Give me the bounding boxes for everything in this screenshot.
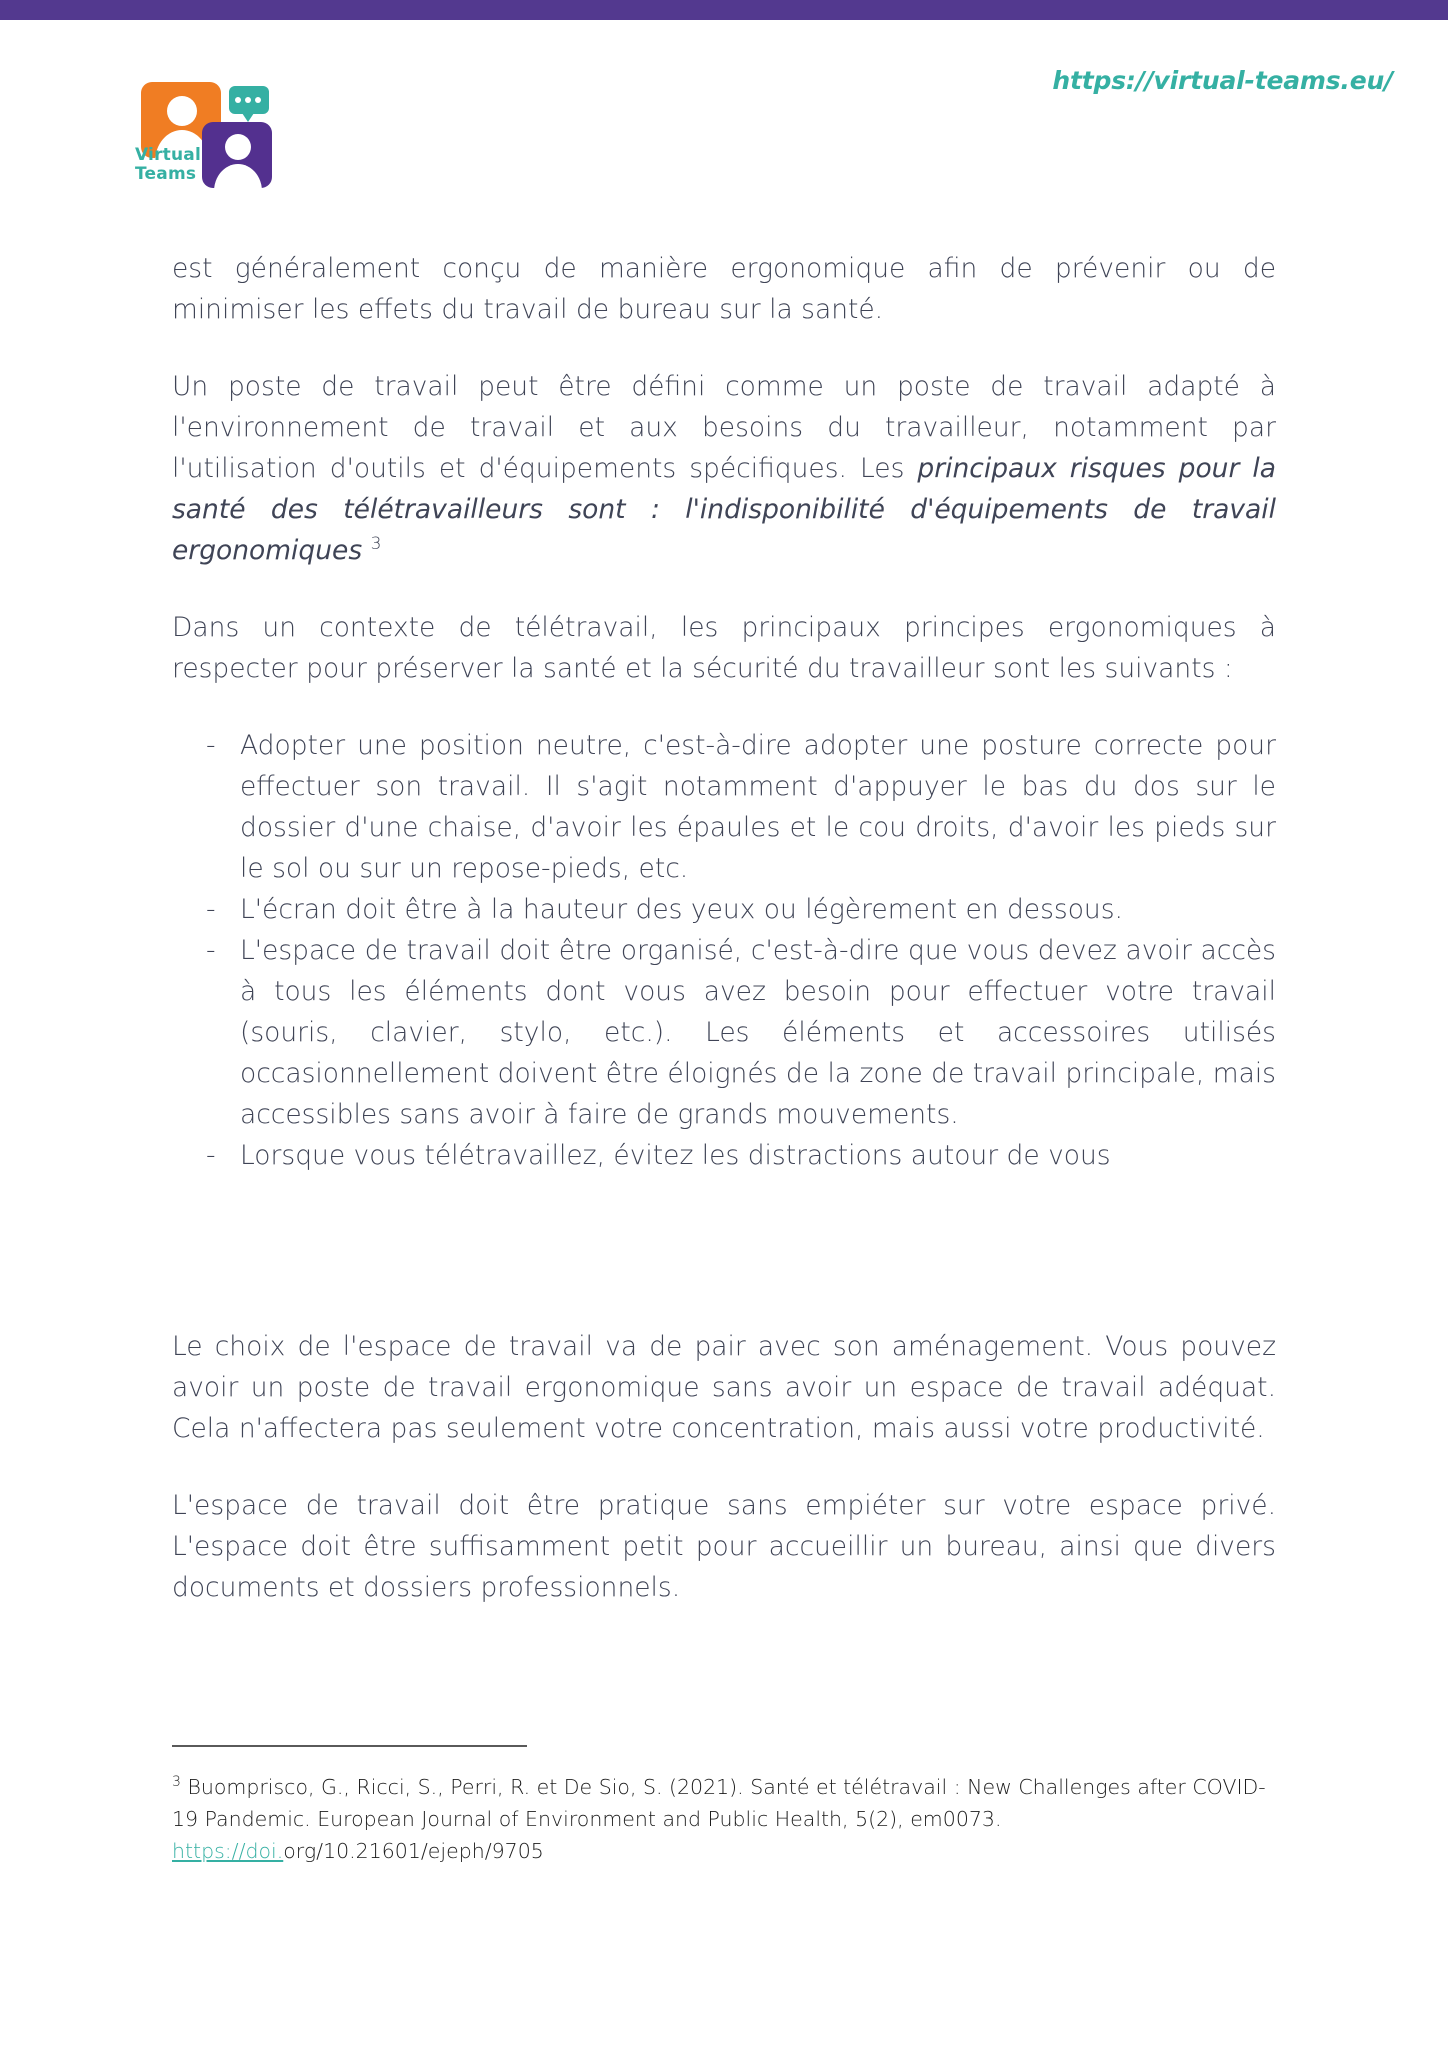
footnote-citation-text: Buomprisco, G., Ricci, S., Perri, R. et De Sio, S. (2021). Santé et télétravail : New Challenges after COVID-19 Pandemic. European Journal of Environment and Public Health, 5(2), em0073. xyxy=(172,1775,1266,1831)
paragraph-2-lead: Un poste de travail peut être défini comme un poste de travail adapté à l'environnement de travail et aux besoins du travailleur, notamment par l'utilisation d'outils et d'équipements spécifiques. Les xyxy=(172,371,1276,484)
speech-bubble-dots xyxy=(235,97,261,103)
list-bullet-dash: - xyxy=(206,730,216,761)
footnote-area xyxy=(172,1745,1276,1867)
list-item-text: Lorsque vous télétravaillez, évitez les distractions autour de vous xyxy=(240,1140,1111,1171)
footnote-number: 3 xyxy=(172,1774,181,1791)
paragraph-3: Dans un contexte de télétravail, les principaux principes ergonomiques à respecter pour préserver la santé et la sécurité du travailleur sont les suivants : xyxy=(172,612,1276,684)
logo-wordmark-line2: Teams xyxy=(135,164,197,184)
doi-hyperlink[interactable]: https://doi. xyxy=(172,1839,284,1863)
paragraph-5: L'espace de travail doit être pratique sans empiéter sur votre espace privé. L'espace doit être suffisamment petit pour accueillir un bureau, ainsi que divers documents et dossiers professionnels. xyxy=(172,1490,1276,1603)
logo-wordmark xyxy=(135,146,201,184)
list-item-text: L'écran doit être à la hauteur des yeux ou légèrement en dessous. xyxy=(240,894,1123,925)
list-item-text: Adopter une position neutre, c'est-à-dire adopter une posture correcte pour effectuer son travail. Il s'agit notamment d'appuyer le bas du dos sur le dossier d'une chaise, d'avoir les épaules et le cou droits, d'avoir les pieds sur le sol ou sur un repose-pieds, etc. xyxy=(240,730,1276,884)
list-item-text: L'espace de travail doit être organisé, c'est-à-dire que vous devez avoir accès à tous les éléments dont vous avez besoin pour effectuer votre travail (souris, clavier, stylo, etc.). Les éléments et accessoires utilisés occasionnellement doivent être éloignés de la zone de travail principale, mais accessibles sans avoir à faire de grands mouvements. xyxy=(240,935,1276,1130)
dot-3 xyxy=(255,97,261,103)
list-item xyxy=(172,725,1276,889)
section-spacer xyxy=(172,1176,1276,1326)
doi-plain-text: org/10.21601/ejeph/9705 xyxy=(283,1839,544,1863)
person-icon-body xyxy=(214,164,262,188)
paragraph-1: est généralement conçu de manière ergonomique afin de prévenir ou de minimiser les effets du travail de bureau sur la santé. xyxy=(172,253,1276,325)
speech-bubble-icon xyxy=(229,86,269,114)
dot-1 xyxy=(235,97,241,103)
list-bullet-dash: - xyxy=(206,935,216,966)
footnote-citation xyxy=(172,1771,1276,1867)
list-item xyxy=(172,1135,1276,1176)
paragraph-2 xyxy=(172,366,1276,571)
virtual-teams-logo xyxy=(135,60,335,184)
list-item xyxy=(172,930,1276,1135)
page-header xyxy=(0,20,1448,190)
dot-2 xyxy=(245,97,251,103)
paragraph-2-emphasis: principaux risques pour la santé des télétravailleurs sont : l'indisponibilité d'équipements de travail ergonomiques xyxy=(172,453,1276,566)
ergonomic-principles-list xyxy=(172,725,1276,1176)
logo-purple-person-tile xyxy=(202,122,272,188)
list-bullet-dash: - xyxy=(206,1140,216,1171)
document-body xyxy=(172,248,1276,1644)
footnote-separator-rule xyxy=(172,1745,527,1747)
top-purple-bar xyxy=(0,0,1448,20)
person-icon-head xyxy=(225,134,251,160)
list-item xyxy=(172,889,1276,930)
paragraph-4: Le choix de l'espace de travail va de pair avec son aménagement. Vous pouvez avoir un poste de travail ergonomique sans avoir un espace de travail adéquat. Cela n'affectera pas seulement votre concentration, mais aussi votre productivité. xyxy=(172,1331,1276,1444)
person-icon-head xyxy=(167,96,197,126)
logo-wordmark-line1: Virtual xyxy=(135,145,201,165)
site-url-link[interactable]: https://virtual-teams.eu/ xyxy=(1052,66,1393,95)
footnote-marker-inline[interactable]: 3 xyxy=(370,534,382,555)
list-bullet-dash: - xyxy=(206,894,216,925)
